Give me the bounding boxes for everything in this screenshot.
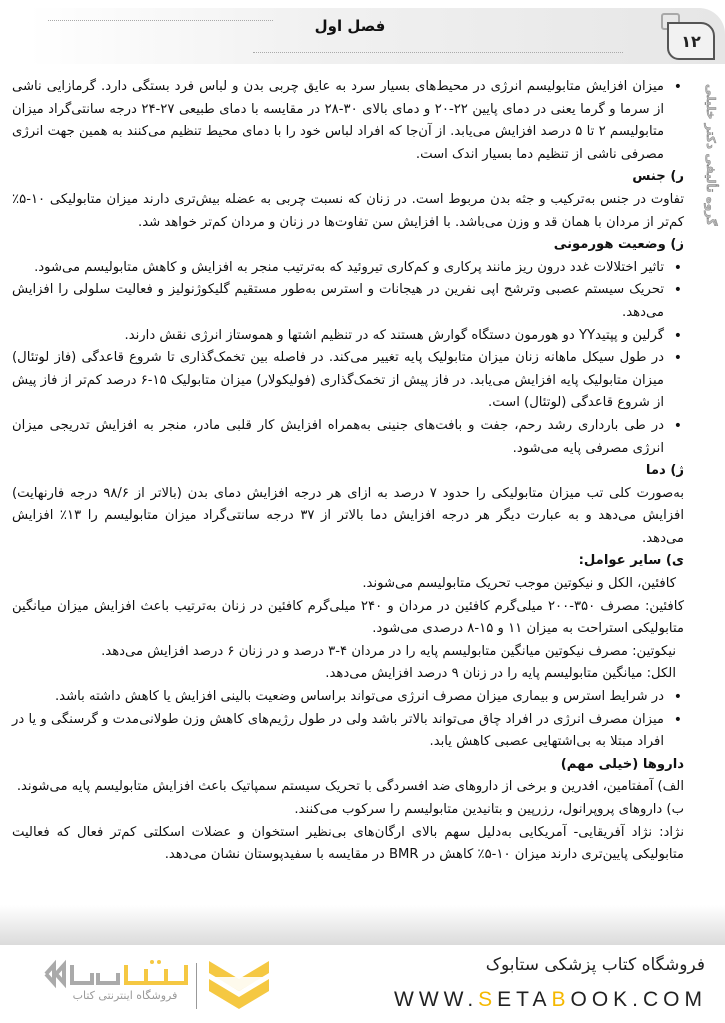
footer-fade [0, 905, 725, 950]
section-text-sex: تفاوت در جنس به‌ترکیب و جثه بدن مربوط است. در زنان که نسبت چربی به عضله بیش‌تری دارند میزان متابولیکی ۱۰-۵٪ کم‌تر از مردان با همان قد و وزن می‌باشد. با افزایش سن تفاوت‌ها در زنان و مردان کم‌تر خواهد شد. [12, 191, 684, 230]
header-dotted-line-top [48, 20, 273, 21]
section-heading-sex: ر) جنس [632, 169, 684, 185]
list-item: • در طول سیکل ماهانه زنان میزان متابولیک پایه تغییر می‌کند. در فاصله بین تخمک‌گذاری تا شروع قاعدگی (فاز لوتئال) میزان متابولیک پایه افزایش می‌یابد. در فاز پیش از تخمک‌گذاری (فولیکولار) میزان متابولیک ۱۵-۶ درصد کم‌تر از فاز پیش از شروع قاعدگی (لوتئال) است. [12, 347, 684, 415]
logo-subtitle: فروشگاه اینترنتی کتاب [72, 989, 178, 1002]
url-part: ETA [497, 988, 552, 1011]
drug-item: الف) آمفتامین، افدرین و برخی از داروهای ضد افسردگی با تحریک سیستم سمپاتیک باعث افزایش متابولیسم پایه می‌شوند. [16, 779, 684, 795]
store-url[interactable] [394, 988, 707, 1012]
store-title: فروشگاه کتاب پزشکی ستابوک [485, 955, 705, 975]
other-line: نیکوتین: مصرف نیکوتین میانگین متابولیسم پایه را در مردان ۴-۳ درصد و در زنان ۶ درصد افزایش می‌دهد. [101, 643, 676, 659]
side-watermark: گروه تألیفی دکتر خلیلی [704, 84, 718, 226]
list-item: • تحریک سیستم عصبی وترشح اپی نفرین در هیجانات و استرس به‌طور مستقیم گلیکوژنولیز و فعالیت سلولی را افزایش می‌دهد. [12, 279, 684, 324]
other-line: کافئین، الکل و نیکوتین موجب تحریک متابولیسم می‌شوند. [362, 576, 676, 592]
page-content [12, 76, 684, 867]
section-heading-temperature: ژ) دما [645, 463, 684, 479]
race-text: نژاد: نژاد آفریقایی- آمریکایی به‌دلیل سهم بالای ارگان‌های بی‌نظیر استخوان و عضلات اسکلتی کم‌تر فعال که فعالیت متابولیکی پایین‌تری دارند میزان ۱۰-۵٪ کاهش در BMR در مقایسه با سفیدپوستان نشان می‌دهد. [12, 824, 684, 863]
list-item: • در طی بارداری رشد رحم، جفت و بافت‌های جنینی به‌همراه افزایش کار قلبی مادر، منجر به افزایش تدریجی میزان انرژی مصرفی پایه می‌شود. [12, 415, 684, 460]
list-item: • میزان مصرف انرژی در افراد چاق می‌تواند بالاتر باشد ولی در طول رژیم‌های کاهش وزن طولانی‌مدت و گرسنگی و یا در افراد مبتلا به بی‌اشتهایی عصبی کاهش یابد. [12, 709, 684, 754]
chapter-title: فصل اول [314, 17, 386, 35]
setabook-logo-icon [207, 957, 271, 1011]
setabook-wordmark-icon [40, 959, 190, 989]
url-part-accent: B [551, 988, 571, 1011]
url-part: WWW. [394, 988, 479, 1011]
list-item: • در شرایط استرس و بیماری میزان مصرف انرژی می‌تواند براساس وضعیت بالینی افزایش یا کاهش داشته باشد. [12, 686, 684, 709]
section-heading-drugs: داروها (خیلی مهم) [560, 756, 684, 772]
url-part-accent: S [478, 988, 498, 1011]
list-item: • تاثیر اختلالات غدد درون ریز مانند پرکاری و کم‌کاری تیروئید که به‌ترتیب منجر به افزایش و کاهش متابولیسم می‌شود. [12, 257, 684, 280]
page-number: ۱۲ [667, 22, 715, 60]
other-line: کافئین: مصرف ۳۵۰-۲۰۰ میلی‌گرم کافئین در مردان و ۲۴۰ میلی‌گرم کافئین در زنان به‌ترتیب باعث افزایش میزان میانگین متابولیکی استراحت به میزان ۱۱ و ۱۵-۸ درصدی می‌شود. [12, 598, 685, 637]
section-text-temperature: به‌صورت کلی تب میزان متابولیکی را حدود ۷ درصد به ازای هر درجه افزایش دمای بدن (بالاتر از ۹۸/۶ درجه فارنهایت) افزایش می‌دهد و به عبارت دیگر هر درجه افزایش دما بالاتر از ۳۷ درجه سانتی‌گراد میزان متابولیسم را ۱۳٪ افزایش می‌دهد. [12, 485, 684, 546]
section-heading-hormonal: ز) وضعیت هورمونی [553, 237, 684, 253]
footer-ad[interactable] [0, 945, 725, 1023]
drug-item: ب) داروهای پروپرانول، رزرپین و بتانیدین متابولیسم را سرکوب می‌کنند. [294, 802, 684, 817]
other-line: الکل: میانگین متابولیسم پایه را در زنان ۹ درصد افزایش می‌دهد. [325, 666, 676, 682]
url-part: OOK.COM [570, 988, 707, 1011]
header-dotted-line-bottom [253, 52, 623, 53]
logo-divider [196, 963, 197, 1009]
intro-bullet: • میزان افزایش متابولیسم انرژی در محیط‌های بسیار سرد به عایق چربی بدن و لباس فرد بستگی دارد. گرمازایی ناشی از سرما و گرما یعنی در دمای پایین ۲۲-۲۰ و دمای بالای ۳۰-۲۸ در مقایسه با دمای طبیعی ۲۷-۲۴ درجه سانتی‌گراد میزان متابولیسم ۲ تا ۵ درصد افزایش می‌یابد. از آن‌جا که افراد لباس خود را با دمای محیط تنظیم می‌کنند به همین جهت انرژی مصرفی ناشی از تنظیم دما بسیار اندک است. [12, 76, 684, 166]
section-heading-other: ی) سایر عوامل: [578, 553, 684, 569]
list-item: • گرلین و پپتیدYY دو هورمون دستگاه گوارش هستند که در تنظیم اشتها و هموستاز انرژی نقش دارند. [12, 325, 684, 348]
